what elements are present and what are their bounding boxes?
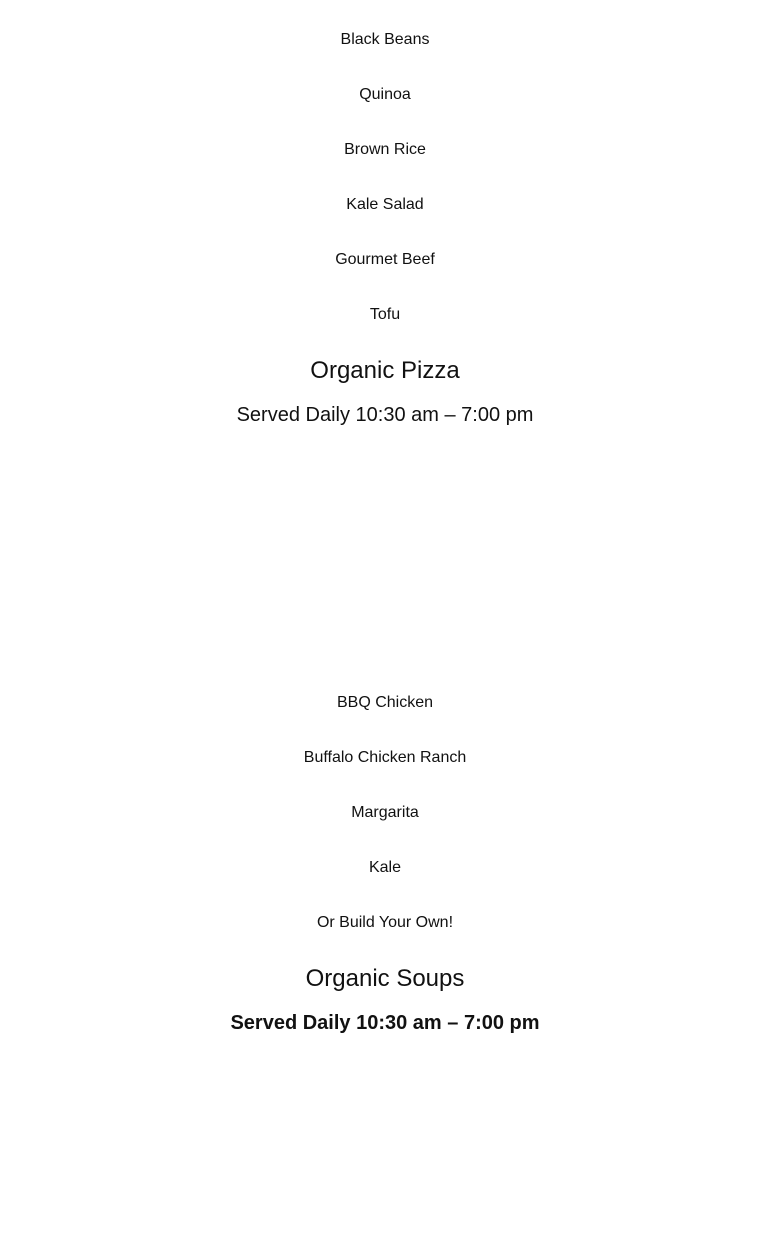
pizza-item-margarita: Margarita xyxy=(351,804,419,821)
menu-item-tofu: Tofu xyxy=(369,306,401,323)
pizza-item-buffalo-chicken-ranch: Buffalo Chicken Ranch xyxy=(303,749,467,766)
section-title-soups: Organic Soups xyxy=(305,965,465,992)
pizza-item-bbq-chicken: BBQ Chicken xyxy=(336,694,434,711)
menu-item-black-beans: Black Beans xyxy=(340,31,430,48)
section-title-pizza: Organic Pizza xyxy=(310,357,460,384)
pizza-hours: Served Daily 10:30 am – 7:00 pm xyxy=(236,404,534,426)
menu-item-gourmet-beef: Gourmet Beef xyxy=(335,251,435,268)
menu-item-kale-salad: Kale Salad xyxy=(346,196,424,213)
menu-item-quinoa: Quinoa xyxy=(359,86,411,103)
menu-item-brown-rice: Brown Rice xyxy=(344,141,426,158)
pizza-item-build-your-own: Or Build Your Own! xyxy=(316,914,454,931)
pizza-item-kale: Kale xyxy=(368,859,402,876)
soups-hours: Served Daily 10:30 am – 7:00 pm xyxy=(230,1012,540,1034)
